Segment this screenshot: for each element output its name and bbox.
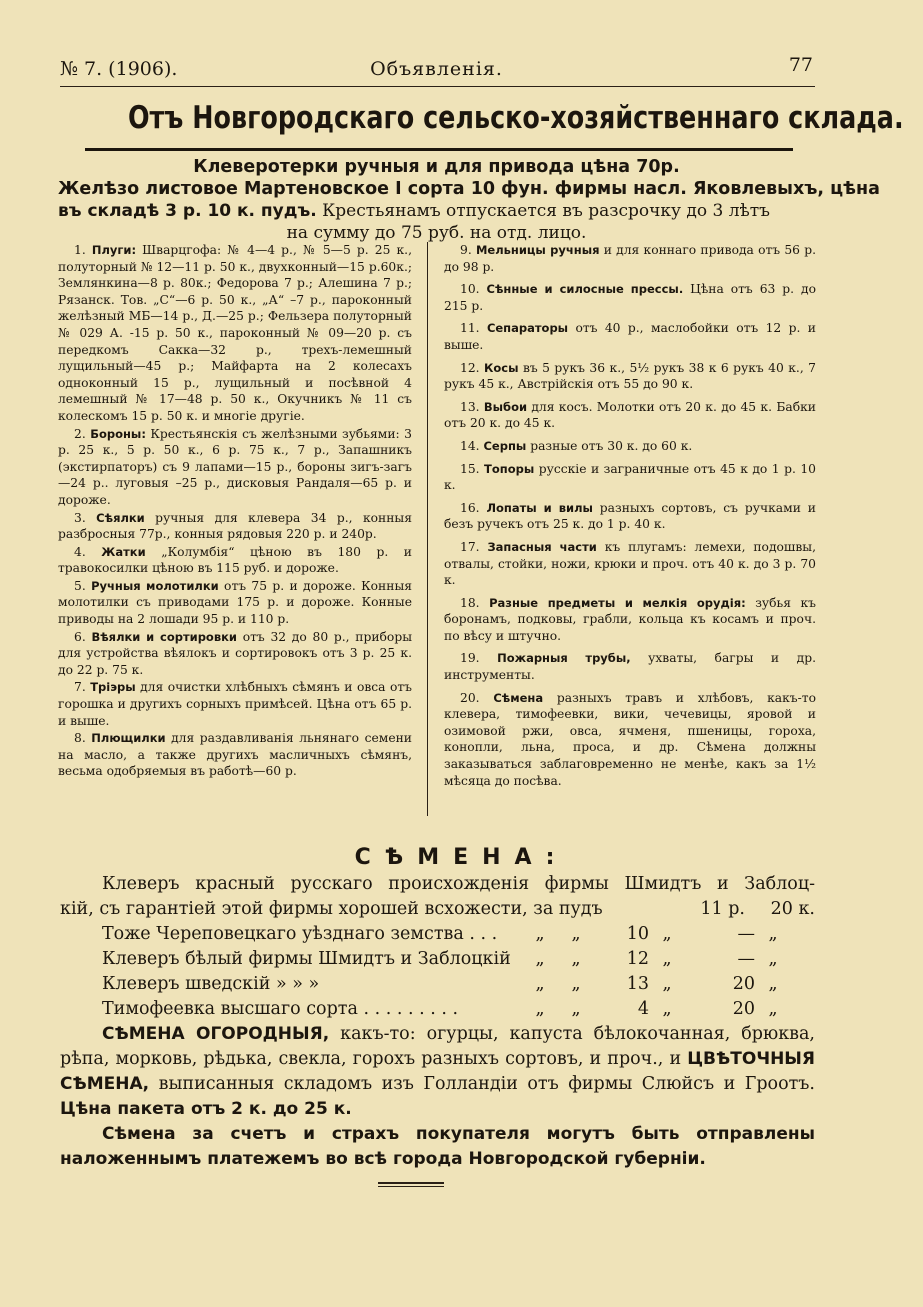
flower-seeds-label: ЦВѢТОЧНЫЯ СѢМЕНА,	[60, 1049, 815, 1094]
item-text: разныхъ травъ и хлѣбовъ, какъ-то клевера, тимофеевки, вики, чечевицы, яровой и озимовой ржи, овса, ячменя, пшеницы, гороха, конопли, льна, проса, и др. Сѣмена должны заказываться заблаговременно не менѣе, какъ за 1½ мѣсяца до посѣва.	[444, 690, 816, 788]
item-text: и для коннаго привода отъ 56 р. до 98 р.	[444, 243, 816, 274]
price-row	[102, 922, 815, 947]
intro-line-2: Желѣзо листовое Мартеновское I сорта 10 фун. фирмы насл. Яковлевыхъ, цѣна	[58, 179, 880, 199]
item-number: 15.	[460, 461, 480, 476]
item-text: Цѣна отъ 63 р. до 215 р.	[444, 282, 816, 313]
catalog-item	[444, 320, 816, 353]
end-rule-thin	[378, 1186, 444, 1187]
seed-name: Клеверъ бѣлый фирмы Шмидтъ и Заблоцкій	[102, 949, 511, 969]
item-name: Выбои	[483, 399, 528, 414]
item-number: 10.	[460, 282, 480, 297]
ditto-mark: „	[571, 999, 581, 1019]
catalog-item	[58, 679, 412, 729]
item-number: 13.	[460, 399, 480, 414]
item-number: 16.	[460, 500, 480, 515]
catalog-item	[58, 629, 412, 679]
item-number: 6.	[74, 629, 86, 644]
catalog-item	[444, 539, 816, 589]
seeds-heading: СѢМЕНА:	[354, 845, 569, 870]
title-rule	[85, 148, 793, 151]
price-rub: 13	[626, 974, 649, 994]
item-text: разныхъ сортовъ, съ ручками и безъ ручекъ отъ 25 к. до 1 р. 40 к.	[444, 500, 816, 532]
catalog-item	[444, 595, 816, 645]
item-number: 14.	[460, 438, 480, 453]
item-text: отъ 32 до 80 р., приборы для устройства вѣялокъ и сортировокъ отъ 3 р. 25 к. до 22 р. 75 к.	[58, 629, 412, 677]
page-number: 77	[788, 54, 813, 76]
ditto-mark: „	[768, 949, 778, 969]
catalog-item	[444, 399, 816, 432]
item-text: ухваты, багры и др. инструменты.	[444, 651, 816, 683]
vegetable-seeds-text: какъ-то: огурцы, капуста бѣлокочанная, брюква, рѣпа, морковь, рѣдька, свекла, горохъ разныхъ сортовъ, и проч., и	[60, 1024, 815, 1069]
price-row	[102, 997, 815, 1022]
intro-line-4: на сумму до 75 руб. на отд. лицо.	[286, 223, 587, 243]
price-row	[102, 972, 815, 997]
price-rub: 4	[637, 999, 649, 1019]
item-number: 1.	[74, 243, 86, 257]
catalog-item	[444, 438, 816, 455]
catalog-item	[444, 360, 816, 393]
running-header	[60, 54, 813, 84]
seed-name: Клеверъ шведскій » » »	[102, 974, 320, 994]
end-rule	[378, 1182, 444, 1184]
catalog-item	[444, 242, 816, 275]
ditto-mark: „	[535, 999, 545, 1019]
seeds-para-1-text: кій, съ гарантіей этой фирмы хорошей всхожести, за пудъ	[60, 899, 603, 919]
item-name: Сѣнные и силосные прессы.	[486, 282, 684, 297]
item-text: „Колумбія“ цѣною въ 180 р. и травокосилки цѣною въ 115 руб. и дороже.	[58, 544, 412, 576]
price-kop: 20	[732, 974, 755, 994]
item-text: русскіе и заграничные отъ 45 к до 1 р. 10 к.	[444, 461, 816, 493]
item-text: для косъ. Молотки отъ 20 к. до 45 к. Бабки отъ 20 к. до 45 к.	[444, 399, 816, 431]
item-text: для очистки хлѣбныхъ сѣмянъ и овса отъ горошка и другихъ сорныхъ примѣсей. Цѣна отъ 65 р. и выше.	[58, 680, 412, 728]
packet-price: Цѣна пакета отъ 2 к. до 25 к.	[60, 1099, 352, 1119]
catalog-item	[58, 730, 412, 780]
item-name: Лопаты и вилы	[486, 500, 593, 515]
item-name: Тріэры	[90, 680, 136, 695]
item-number: 11.	[460, 321, 480, 336]
ditto-mark: „	[662, 949, 672, 969]
item-number: 5.	[74, 578, 86, 593]
item-name: Топоры	[484, 461, 535, 476]
item-text: Крестьянскія съ желѣзными зубьями: 3 р. 25 к., 5 р. 50 к., 6 р. 75 к., 7 р., Запашникъ (экстирпаторъ) съ 9 лапами—15 р., бороны зигъ-загъ—24 р.. луговыя –25 р., дисковыя Рандаля—65 р. и дороже.	[58, 426, 412, 507]
catalog-item	[444, 281, 816, 314]
item-text: въ 5 рукъ 36 к., 5½ рукъ 38 к 6 рукъ 40 к., 7 рукъ 45 к., Австрійскія отъ 55 до 90 к.	[444, 360, 816, 392]
intro-line-3-bold: въ складѣ 3 р. 10 к. пудъ.	[58, 201, 317, 221]
ditto-mark: „	[768, 974, 778, 994]
catalog-item	[58, 242, 412, 425]
item-text: разные отъ 30 к. до 60 к.	[526, 438, 693, 453]
item-text: къ плугамъ: лемехи, подошвы, отвалы, стойки, ножи, крюки и проч. отъ 40 к. до 3 р. 70 к.	[444, 539, 816, 588]
item-text: ручныя для клевера 34 р., конныя разбросныя 77р., конныя рядовыя 220 р. и 240р.	[58, 510, 412, 542]
price-kop: —	[737, 949, 755, 969]
item-name: Сѣмена	[493, 690, 544, 705]
item-number: 20.	[460, 690, 480, 705]
item-text: отъ 75 р. и дороже. Конныя молотилки съ приводами 175 р. и дороже. Конные приводы на 2 лошади 95 р. и 110 р.	[58, 578, 412, 627]
seeds-para-1-line-1: Клеверъ красный русскаго происхожденія фирмы Шмидтъ и Заблоц-	[102, 874, 815, 894]
ditto-mark: „	[535, 924, 545, 944]
ditto-mark: „	[662, 924, 672, 944]
page-title: Отъ Новгородскаго сельско-хозяйственнаго склада.	[127, 100, 904, 136]
intro-line-1: Клеверотерки ручныя и для привода цѣна 70р.	[193, 157, 680, 177]
item-number: 4.	[74, 544, 86, 559]
item-text: зубья къ боронамъ, подковы, грабли, кольца къ косамъ и проч. по вѣсу и штучно.	[444, 595, 817, 643]
item-name: Разные предметы и мелкія орудія:	[489, 595, 746, 610]
item-number: 8.	[74, 731, 86, 746]
item-name: Пожарныя трубы,	[497, 651, 631, 666]
intro-block	[58, 156, 880, 244]
item-number: 18.	[460, 595, 480, 610]
price-row	[102, 947, 815, 972]
item-name: Мельницы ручныя	[475, 243, 600, 257]
vegetable-seeds-label: СѢМЕНА ОГОРОДНЫЯ,	[102, 1024, 330, 1044]
seed-name: Тоже Череповецкаго уѣзднаго земства . . .	[102, 924, 498, 944]
item-text: отъ 40 р., маслобойки отъ 12 р. и выше.	[444, 321, 816, 352]
item-name: Ручныя молотилки	[91, 578, 219, 593]
item-text: для раздавливанія льнянаго семени на масло, а также другихъ масличныхъ сѣмянъ, весьма одобряемыя въ работѣ—60 р.	[58, 731, 412, 779]
column-divider	[427, 242, 428, 816]
ditto-mark: „	[662, 999, 672, 1019]
seeds-section	[60, 872, 815, 1172]
catalog-item	[444, 650, 816, 683]
seeds-para-1-line-2	[60, 897, 815, 922]
ditto-mark: „	[768, 924, 778, 944]
catalog-item	[58, 578, 412, 628]
seeds-price-rub: 11 р.	[700, 899, 745, 919]
intro-line-3	[58, 200, 815, 222]
catalog-item	[58, 544, 412, 577]
item-name: Серпы	[483, 438, 527, 453]
item-name: Косы	[484, 360, 519, 375]
item-number: 12.	[460, 360, 480, 375]
ditto-mark: „	[535, 974, 545, 994]
intro-line-3-normal: Крестьянамъ отпускается въ разсрочку до 3 лѣтъ	[316, 201, 770, 221]
catalog-item	[444, 690, 816, 790]
catalog-item	[444, 461, 816, 494]
header-rule	[60, 86, 815, 87]
item-number: 3.	[74, 510, 86, 525]
catalog-item	[58, 510, 412, 543]
left-column	[58, 242, 412, 781]
item-name: Плющилки	[91, 731, 166, 746]
ditto-mark: „	[662, 974, 672, 994]
catalog-item	[58, 426, 412, 509]
ditto-mark: „	[768, 999, 778, 1019]
item-name: Запасныя части	[487, 539, 597, 554]
price-rub: 12	[626, 949, 649, 969]
price-rub: 10	[626, 924, 649, 944]
item-number: 19.	[460, 651, 480, 666]
item-name: Сепараторы	[486, 321, 569, 336]
flower-seeds-text: выписанныя складомъ изъ Голландіи отъ фирмы Слюйсъ и Гроотъ.	[149, 1074, 815, 1094]
ditto-mark: „	[571, 974, 581, 994]
ditto-mark: „	[535, 949, 545, 969]
closing-note: Сѣмена за счетъ и страхъ покупателя могутъ быть отправлены наложеннымъ платежемъ во всѣ города Новгородской губерніи.	[60, 1124, 815, 1169]
item-number: 2.	[74, 426, 86, 441]
seed-name: Тимофеевка высшаго сорта . . . . . . . . .	[102, 999, 459, 1019]
item-number: 9.	[460, 243, 472, 257]
item-text: Шварцгофа: № 4—4 р., № 5—5 р. 25 к., полуторный № 12—11 р. 50 к., двухконный—15 р.60к.; Землянкина—8 р. 80к.; Федорова 7 р.; Алешина 7 р.; Рязанск. Тов. „С“—6 р. 50 к., „А“ –7 р., пароконный желѣзный МБ—14 р., Д.—25 р.; Фельзера полуторный № 029 А. -15 р. 50 к., пароконный № 09—20 р. съ передкомъ Сакка—32 р., трехъ-лемешный лущильный—45 р.; Майфарта на 2 колесахъ одноконный 15 р., лущильный и посѣвной 4 лемешный № 17—48 р. 50 к., Окучникъ № 11 съ колескомъ 15 р. 50 к. и многіе другіе.	[58, 243, 412, 423]
price-kop: —	[737, 924, 755, 944]
item-name: Вѣялки и сортировки	[91, 629, 237, 644]
ditto-mark: „	[571, 924, 581, 944]
issue-number: № 7. (1906).	[60, 58, 178, 80]
price-kop: 20	[732, 999, 755, 1019]
section-name: Объявленія.	[370, 58, 503, 80]
right-column	[444, 242, 816, 795]
price-list	[60, 922, 815, 1022]
item-name: Сѣялки	[96, 510, 145, 525]
catalog-item	[444, 500, 816, 533]
vegetable-seeds-paragraph	[60, 1022, 815, 1122]
item-name: Плуги:	[91, 243, 137, 257]
item-name: Жатки	[101, 544, 146, 559]
item-number: 7.	[74, 680, 86, 695]
item-name: Бороны:	[90, 426, 146, 441]
ditto-mark: „	[571, 949, 581, 969]
seeds-price-kop: 20 к.	[770, 899, 815, 919]
item-number: 17.	[460, 539, 480, 554]
